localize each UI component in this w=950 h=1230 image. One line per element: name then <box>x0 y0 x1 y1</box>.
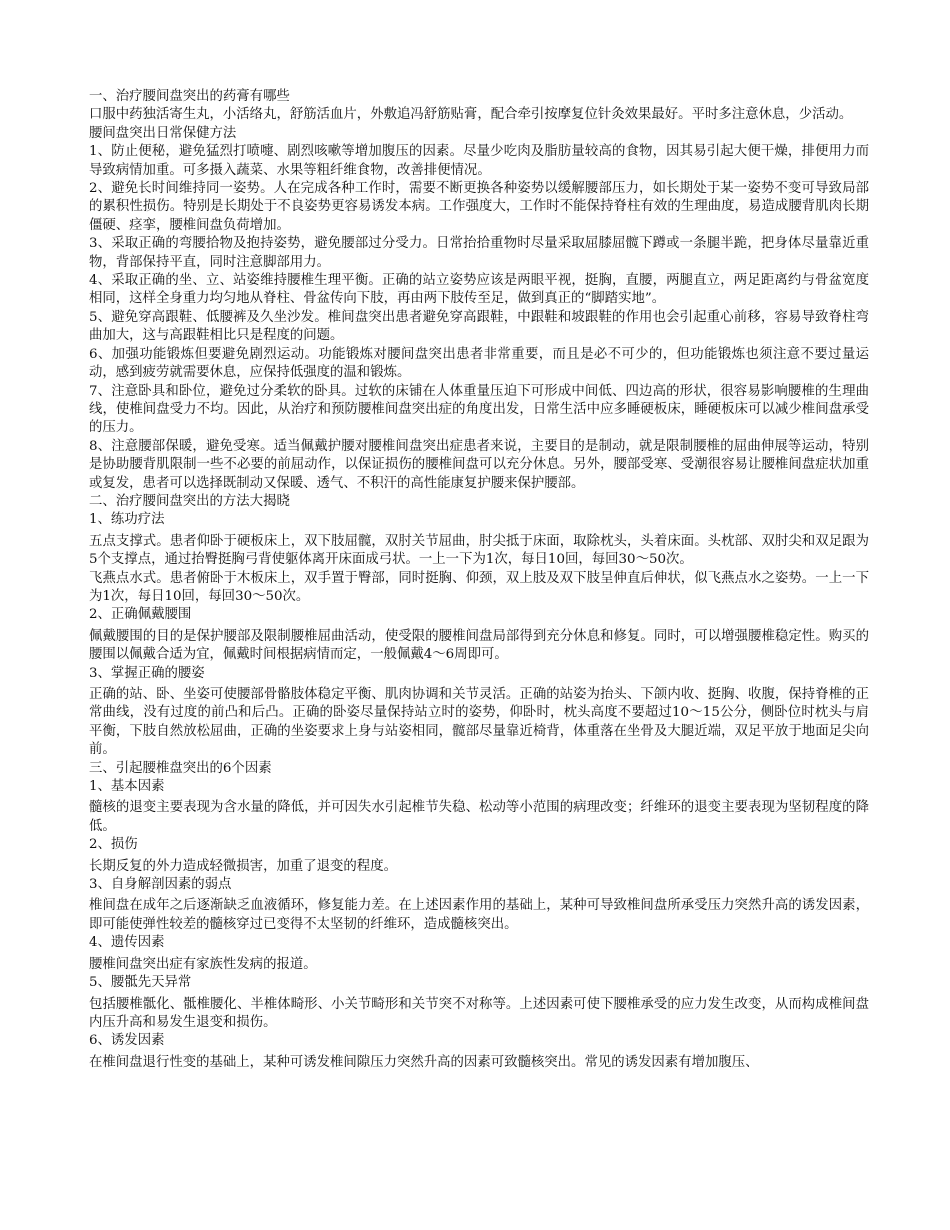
section-heading: 4、遗传因素 <box>89 935 165 951</box>
paragraph: 五点支撑式。患者仰卧于硬板床上，双下肢屈髋，双肘关节屈曲，肘尖抵于床面，取除枕头，头着床面。头枕部、双肘尖和双足跟为5个支撑点，通过抬臀挺胸弓背使躯体离开床面成弓状。一上一下为1次，每日10回，每回30～50次。 <box>89 533 869 568</box>
section-heading: 1、练功疗法 <box>89 512 165 528</box>
section-heading: 3、自身解剖因素的弱点 <box>89 877 232 893</box>
section-heading: 5、腰骶先天异常 <box>89 975 192 991</box>
paragraph: 长期反复的外力造成轻微损害，加重了退变的程度。 <box>89 858 397 874</box>
paragraph: 3、采取正确的弯腰拾物及抱持姿势，避免腰部过分受力。日常抬拾重物时尽量采取屈膝屈髋下蹲或一条腿半跪，把身体尽量靠近重物，背部保持平直，同时注意脚部用力。 <box>89 236 869 270</box>
paragraph: 1、防止便秘，避免猛烈打喷嚏、剧烈咳嗽等增加腹压的因素。尽量少吃肉及脂肪量较高的食物，因其易引起大便干燥，排便用力而导致病情加重。可多摄入蔬菜、水果等粗纤维食物，改善排便情况。 <box>89 144 869 178</box>
paragraph: 口服中药独活寄生丸，小活络丸，舒筋活血片，外敷追冯舒筋贴膏，配合牵引按摩复位针灸效果最好。平时多注意休息，少活动。 <box>89 107 853 123</box>
paragraph: 4、采取正确的坐、立、站姿维持腰椎生理平衡。正确的站立姿势应该是两眼平视，挺胸，直腰，两腿直立，两足距离约与骨盆宽度相同，这样全身重力均匀地从脊柱、骨盆传向下肢，再由两下肢传至足，做到真正的“脚踏实地”。 <box>89 273 869 307</box>
section-heading: 2、损伤 <box>89 837 138 853</box>
section-heading: 6、诱发因素 <box>89 1033 165 1049</box>
section-heading: 腰间盘突出日常保健方法 <box>89 125 237 141</box>
paragraph: 包括腰椎骶化、骶椎腰化、半椎体畸形、小关节畸形和关节突不对称等。上述因素可使下腰椎承受的应力发生改变，从而构成椎间盘内压升高和易发生退变和损伤。 <box>89 996 869 1030</box>
paragraph: 腰椎间盘突出症有家族性发病的报道。 <box>89 956 317 972</box>
section-heading: 2、正确佩戴腰围 <box>89 607 192 623</box>
paragraph: 6、加强功能锻炼但要避免剧烈运动。功能锻炼对腰间盘突出患者非常重要，而且是必不可少的，但功能锻炼也须注意不要过量运动，感到疲劳就需要休息，应保持低强度的温和锻炼。 <box>89 346 869 381</box>
paragraph: 在椎间盘退行性变的基础上，某种可诱发椎间隙压力突然升高的因素可致髓核突出。常见的诱发因素有增加腹压、 <box>89 1054 759 1070</box>
section-heading: 一、治疗腰间盘突出的药膏有哪些 <box>89 89 290 104</box>
paragraph: 7、注意卧具和卧位，避免过分柔软的卧具。过软的床铺在人体重量压迫下可形成中间低、四边高的形状，很容易影响腰椎的生理曲线，使椎间盘受力不均。因此，从治疗和预防腰椎间盘突出症的角度出发，日常生活中应多睡硬板床，睡硬板床可以减少椎间盘承受的压力。 <box>89 383 869 436</box>
section-heading: 二、治疗腰间盘突出的方法大揭晓 <box>89 493 290 509</box>
paragraph: 飞燕点水式。患者俯卧于木板床上，双手置于臀部，同时挺胸、仰颈，双上肢及双下肢呈伸直后伸状，似飞燕点水之姿势。一上一下为1次，每日10回，每回30～50次。 <box>89 570 869 604</box>
document-body <box>89 88 869 1072</box>
section-heading: 1、基本因素 <box>89 779 165 795</box>
paragraph: 正确的站、卧、坐姿可使腰部骨骼肢体稳定平衡、肌肉协调和关节灵活。正确的站姿为抬头、下颌内收、挺胸、收腹，保持脊椎的正常曲线，没有过度的前凸和后凸。正确的卧姿尽量保持站立时的姿势，仰卧时，枕头高度不要超过10～15公分，侧卧位时枕头与肩平衡，下肢自然放松屈曲，正确的坐姿要求上身与站姿相同，髋部尽量靠近椅背，体重落在坐骨及大腿近端，双足平放于地面足尖向前。 <box>89 687 869 758</box>
paragraph: 2、避免长时间维持同一姿势。人在完成各种工作时，需要不断更换各种姿势以缓解腰部压力，如长期处于某一姿势不变可导致局部的累积性损伤。特别是长期处于不良姿势更容易诱发本病。工作强度大，工作时不能保持脊柱有效的生理曲度，易造成腰背肌肉长期僵硬、痉挛，腰椎间盘负荷增加。 <box>89 181 869 233</box>
paragraph: 5、避免穿高跟鞋、低腰裤及久坐沙发。椎间盘突出患者避免穿高跟鞋，中跟鞋和坡跟鞋的作用也会引起重心前移，容易导致脊柱弯曲加大，这与高跟鞋相比只是程度的问题。 <box>89 309 869 344</box>
paragraph: 髓核的退变主要表现为含水量的降低，并可因失水引起椎节失稳、松动等小范围的病理改变；纤维环的退变主要表现为坚韧程度的降低。 <box>89 800 869 834</box>
paragraph: 8、注意腰部保暖，避免受寒。适当佩戴护腰对腰椎间盘突出症患者来说，主要目的是制动，就是限制腰椎的屈曲伸展等运动，特别是协助腰背肌限制一些不必要的前屈动作，以保证损伤的腰椎间盘可以充分休息。另外，腰部受寒、受潮很容易让腰椎间盘症状加重或复发，患者可以选择既制动又保暖、透气、不积汗的高性能康复护腰来保护腰部。 <box>89 438 869 491</box>
paragraph: 椎间盘在成年之后逐渐缺乏血液循环，修复能力差。在上述因素作用的基础上，某种可导致椎间盘所承受压力突然升高的诱发因素，即可能使弹性较差的髓核穿过已变得不太坚韧的纤维环，造成髓核突出。 <box>89 898 869 932</box>
section-heading: 三、引起腰椎盘突出的6个因素 <box>89 760 272 776</box>
section-heading: 3、掌握正确的腰姿 <box>89 665 205 681</box>
paragraph: 佩戴腰围的目的是保护腰部及限制腰椎屈曲活动，使受限的腰椎间盘局部得到充分休息和修复。同时，可以增强腰椎稳定性。购买的腰围以佩戴合适为宜，佩戴时间根据病情而定，一般佩戴4～6周即可。 <box>89 628 869 663</box>
